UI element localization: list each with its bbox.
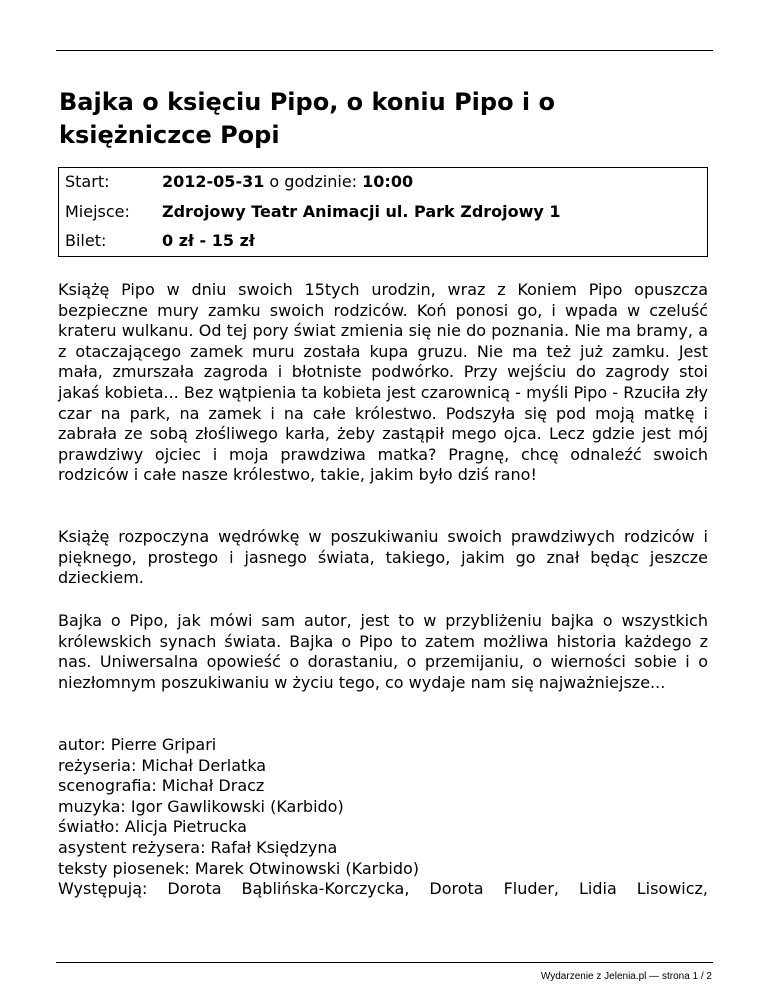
event-title: Bajka o księciu Pipo, o koniu Pipo i o księżniczce Popi (59, 88, 555, 149)
place-value: Zdrojowy Teatr Animacji ul. Park Zdrojowy 1 (162, 202, 561, 221)
description-paragraph-3: Bajka o Pipo, jak mówi sam autor, jest to w przybliżeniu bajka o wszystkich królewskich synach świata. Bajka o Pipo to zatem możliwa historia każdego z nas. Uniwersalna opowieść o dorastaniu, o przemijaniu, o wierności sobie i o niezłomnym poszukiwaniu w życiu tego, co wydaje nam się najważniejsze... (58, 611, 708, 692)
place-label: Miejsce: (65, 202, 130, 221)
start-value (162, 171, 413, 193)
start-label: Start: (65, 172, 110, 191)
ticket-label: Bilet: (65, 231, 107, 250)
credit-lyrics: teksty piosenek: Marek Otwinowski (Karbido) (58, 858, 420, 878)
credits-list (58, 735, 708, 900)
credit-music: muzyka: Igor Gawlikowski (Karbido) (58, 796, 344, 816)
start-date: 2012-05-31 (162, 172, 265, 191)
page-footer: Wydarzenie z Jelenia.pl — strona 1 / 2 (540, 971, 712, 982)
event-info-box (58, 167, 708, 257)
ticket-value: 0 zł - 15 zł (162, 231, 255, 250)
credit-director: reżyseria: Michał Derlatka (58, 755, 267, 775)
header-rule (56, 50, 713, 51)
credit-assistant-director: asystent reżysera: Rafał Księdzyna (58, 837, 338, 857)
credit-set-design: scenografia: Michał Dracz (58, 776, 265, 796)
credit-author: autor: Pierre Gripari (58, 735, 217, 754)
description-paragraph-2: Książę rozpoczyna wędrówkę w poszukiwaniu swoich prawdziwych rodziców i pięknego, prostego i jasnego świata, takiego, jakim go znał będąc jeszcze dzieckiem. (58, 527, 708, 588)
start-time: 10:00 (362, 172, 414, 191)
credit-cast: Występują: Dorota Bąblińska-Korczycka, Dorota Fluder, Lidia Lisowicz, (58, 879, 708, 899)
start-connector: o godzinie: (264, 172, 363, 191)
credit-lighting: światło: Alicja Pietrucka (58, 817, 247, 837)
footer-rule (56, 962, 713, 963)
description-paragraph-1: Książę Pipo w dniu swoich 15tych urodzin, wraz z Koniem Pipo opuszcza bezpieczne mury zamku swoich rodziców. Koń ponosi go, i wpada w czeluść krateru wulkanu. Od tej pory świat zmienia się nie do poznania. Nie ma bramy, a z otaczającego zamek muru została kupa gruzu. Nie ma też już zamku. Jest mała, zmurszała zagroda i błotniste podwórko. Przy wejściu do zagrody stoi jakaś kobieta... Bez wątpienia ta kobieta jest czarownicą - myśli Pipo - Rzuciła zły czar na park, na zamek i na całe królestwo. Podszyła się pod moją matkę i zabrała ze sobą złośliwego karła, żeby zastąpił mego ojca. Lecz gdzie jest mój prawdziwy ojciec i moja prawdziwa matka? Pragnę, chcę odnaleźć swoich rodziców i całe nasze królestwo, takie, jakim było dziś rano! (58, 280, 708, 485)
